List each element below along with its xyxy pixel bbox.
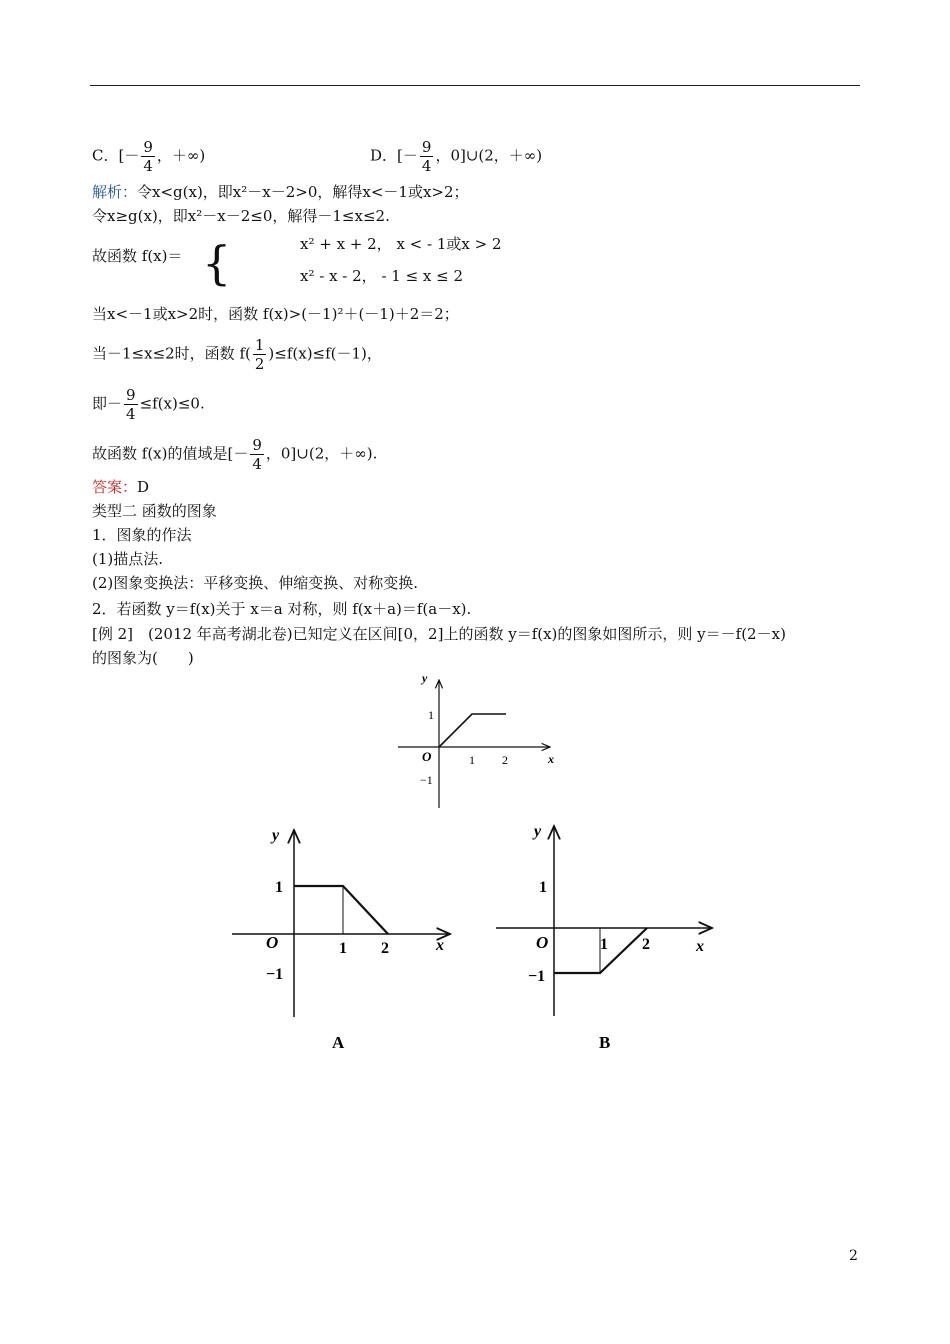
- tick-y1: 1: [428, 708, 434, 722]
- header-rule: [90, 85, 860, 86]
- option-d: D．[－ $\frac{9}{4}$ ，0]∪(2，＋∞): [370, 138, 543, 175]
- function-curve: [294, 886, 388, 934]
- case-2: x² - x - 2， - 1 ≤ x ≤ 2: [300, 267, 464, 285]
- option-a-graph: [228, 822, 458, 1057]
- solution-line-6: 即－ $\frac{9}{4}$ ≤f(x)≤0.: [92, 386, 205, 423]
- section-title: 类型二 函数的图象: [92, 502, 217, 520]
- x-label: x: [548, 752, 554, 766]
- example-line-1: [例 2] (2012 年高考湖北卷)已知定义在区间[0，2]上的函数 y＝f(x)的图象如图所示，则 y＝－f(2－x): [92, 625, 786, 643]
- solution-line-2: 令x≥g(x)，即x²－x－2≤0，解得－1≤x≤2.: [92, 207, 390, 225]
- tick-1: 1: [600, 936, 608, 953]
- piecewise-def: 故函数 f(x)＝ { x² + x + 2， x < - 1或x > 2 x² - x - 2， - 1 ≤ x ≤ 2: [92, 235, 502, 290]
- tick-ym1: −1: [420, 773, 433, 787]
- option-c: C．[－ $\frac{9}{4}$ ，＋∞): [92, 138, 206, 175]
- section-p3: (2)图象变换法：平移变换、伸缩变换、对称变换.: [92, 574, 419, 592]
- tick-2: 2: [642, 936, 650, 953]
- example-line-2: 的图象为( ): [92, 649, 194, 667]
- x-label: x: [696, 938, 704, 955]
- y-label: y: [272, 827, 280, 844]
- answer-label: 答案：: [92, 478, 138, 496]
- brace-symbol: {: [202, 236, 232, 290]
- function-curve: [439, 714, 506, 747]
- main-graph: [390, 668, 560, 813]
- origin-label: O: [536, 933, 549, 952]
- section-p4: 2．若函数 y＝f(x)关于 x＝a 对称，则 f(x＋a)＝f(a－x).: [92, 600, 472, 618]
- section-p2: (1)描点法.: [92, 550, 164, 568]
- option-b-graph: [492, 818, 720, 1057]
- origin-label: O: [422, 749, 432, 764]
- x-label: x: [436, 937, 444, 954]
- tick-1: 1: [469, 753, 475, 767]
- answer: 答案：D: [92, 478, 150, 496]
- caption-b: B: [599, 1033, 611, 1052]
- y-label: y: [422, 671, 428, 685]
- solution-line-5: 当－1≤x≤2时，函数 f( $\frac{1}{2}$ )≤f(x)≤f(－1)，: [92, 336, 382, 373]
- tick-ym1: −1: [528, 968, 546, 985]
- section-p1: 1．图象的作法: [92, 526, 192, 544]
- tick-1: 1: [339, 940, 347, 957]
- tick-2: 2: [381, 940, 389, 957]
- solution-line-7: 故函数 f(x)的值域是[－ $\frac{9}{4}$ ，0]∪(2，＋∞).: [92, 436, 378, 473]
- solution-line-4: 当x<－1或x>2时，函数 f(x)>(－1)²＋(－1)＋2＝2；: [92, 305, 459, 323]
- solution-label: 解析：: [92, 183, 138, 201]
- tick-ym1: −1: [266, 966, 284, 983]
- page-number: 2: [849, 1248, 858, 1264]
- y-label: y: [534, 823, 542, 840]
- case-1: x² + x + 2， x < - 1或x > 2: [300, 235, 502, 253]
- origin-label: O: [266, 933, 279, 952]
- caption-a: A: [332, 1033, 345, 1052]
- solution-line-1: 解析：令x<g(x)，即x²－x－2>0，解得x<－1或x>2；: [92, 183, 469, 201]
- tick-y1: 1: [275, 879, 283, 896]
- tick-2: 2: [502, 753, 508, 767]
- tick-y1: 1: [539, 879, 547, 896]
